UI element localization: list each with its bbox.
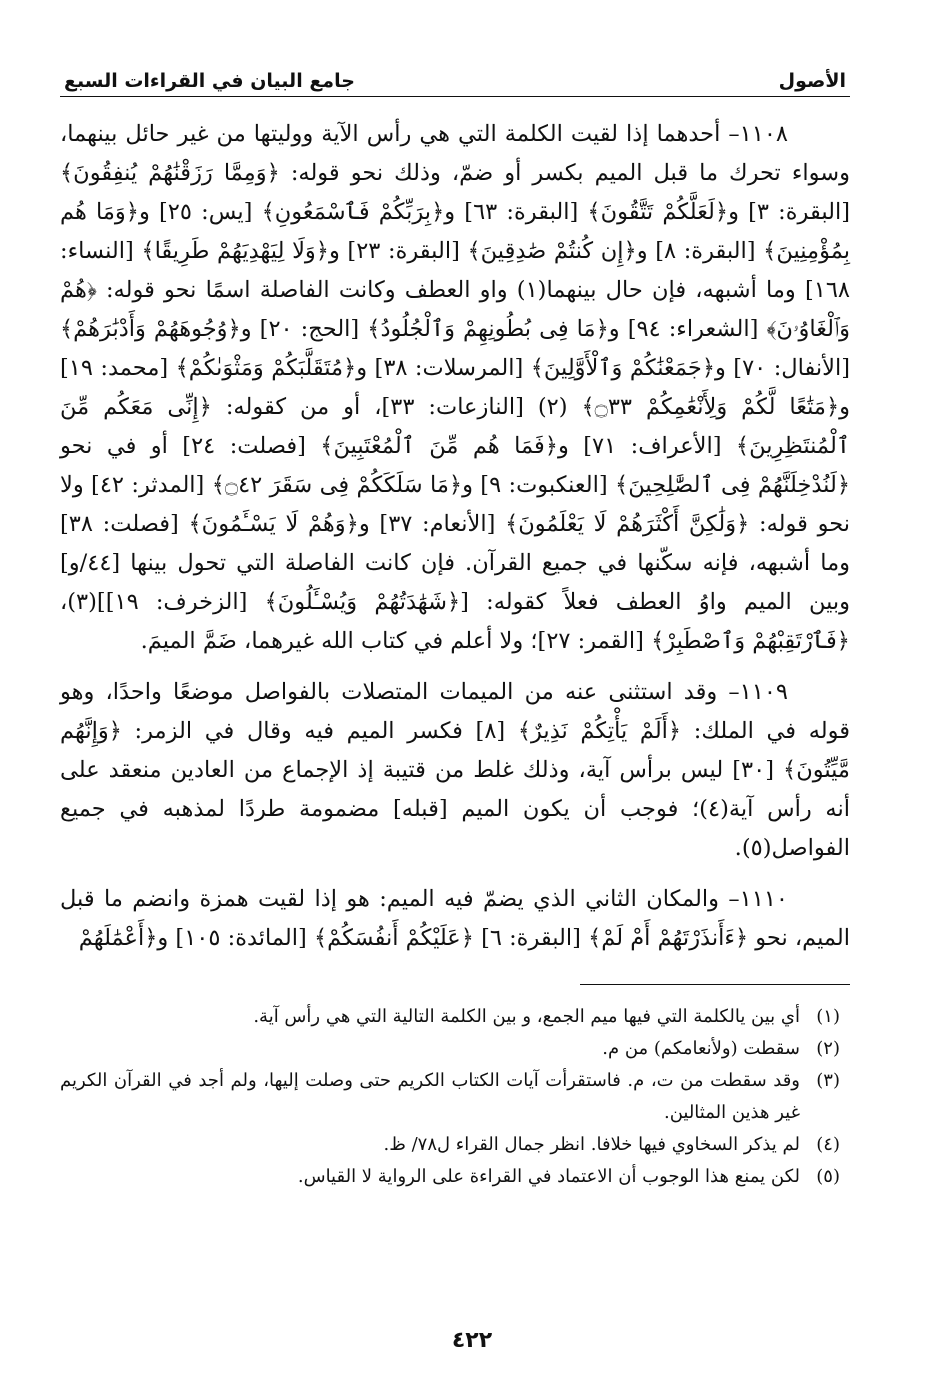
header-section-title: الأصول	[778, 70, 846, 92]
paragraph-1108	[60, 115, 850, 661]
footnote-number: (٤)	[816, 1134, 840, 1155]
paragraph-text: – أحدهما إذا لقيت الكلمة التي هي رأس الآية ووليتها من غير حائل بينهما، وسواء تحرك ما قبل الميم بكسر أو ضمّ، وذلك نحو قوله: ﴿وَمِمَّا رَزَقْنَٰهُمْ يُنفِقُونَ﴾ [البقرة: ٣] و﴿لَعَلَّكُمْ تَتَّقُونَ﴾ [البقرة: ٦٣] و﴿بِرَبِّكُمْ فَٱسْمَعُونِ﴾ [يس: ٢٥] و﴿وَمَا هُم بِمُؤْمِنِينَ﴾ [البقرة: ٨] و﴿إِن كُنتُمْ صَٰدِقِينَ﴾ [البقرة: ٢٣] و﴿وَلَا لِيَهْدِيَهُمْ طَرِيقًا﴾ [النساء: ١٦٨] وما أشبهه، فإن حال بينهما(١) واو العطف وكانت الفاصلة اسمًا نحو قوله: ﴿هُمْ وَٱلْغَاوُۥنَ﴾ [الشعراء: ٩٤] و﴿مَا فِى بُطُونِهِمْ وَٱلْجُلُودُ﴾ [الحج: ٢٠] و﴿وُجُوهَهُمْ وَأَدْبَٰرَهُمْ﴾ [الأنفال: ٧٠] و﴿جَمَعْنَٰكُمْ وَٱلْأَوَّلِينَ﴾ [المرسلات: ٣٨] و﴿مُتَقَلَّبَكُمْ وَمَثْوَىٰكُمْ﴾ [محمد: ١٩] و﴿مَتَٰعًا لَّكُمْ وَلِأَنْعَٰمِكُمْ ۝٣٣﴾ (٢) [النازعات: ٣٣]، أو من كقوله: ﴿إِنِّى مَعَكُم مِّنَ ٱلْمُنتَظِرِينَ﴾ [الأعراف: ٧١] و﴿فَمَا هُم مِّنَ ٱلْمُعْتَبِينَ﴾ [فصلت: ٢٤] أو في نحو ﴿لَنُدْخِلَنَّهُمْ فِى ٱلصَّٰلِحِينَ﴾ [العنكبوت: ٩] و﴿مَا سَلَكَكُمْ فِى سَقَرَ ۝٤٢﴾ [المدثر: ٤٢] ولا نحو قوله: ﴿وَلَٰكِنَّ أَكْثَرَهُمْ لَا يَعْلَمُونَ﴾ [الأنعام: ٣٧] و﴿وَهُمْ لَا يَسْـَٔمُونَ﴾ [فصلت: ٣٨] وما أشبهه، فإنه سكّنها في جميع القرآن. فإن كانت الفاصلة التي تحول بينها [٤٤/و] وبين الميم واوُ العطف فعلاً كقوله: [﴿شَهَٰدَتُهُمْ وَيُسْـَٔلُونَ﴾ [الزخرف: ١٩]](٣)، ﴿فَٱرْتَقِبْهُمْ وَٱصْطَبِرْ﴾ [القمر: ٢٧]؛ ولا أعلم في كتاب الله غيرهما، ضَمَّ الميمَ.	[60, 121, 851, 654]
paragraph-number: ١١٠٨	[739, 121, 788, 147]
footnote-3	[60, 1065, 850, 1129]
paragraph-1109	[60, 673, 850, 868]
footnote-text: أي بين يالكلمة التي فيها ميم الجمع، و بين الكلمة التالية التي هي رأس آية.	[253, 1006, 800, 1027]
paragraph-1110	[60, 880, 850, 958]
footnote-number: (٣)	[816, 1070, 840, 1091]
paragraph-text: – والمكان الثاني الذي يضمّ فيه الميم: هو إذا لقيت همزة وانضم ما قبل الميم، نحو ﴿ءَأَنذَرْتَهُمْ أَمْ لَمْ﴾ [البقرة: ٦] ﴿عَلَيْكُمْ أَنفُسَكُمْ﴾ [المائدة: ١٠٥] و﴿أَعْمَٰلَهُمْ	[60, 886, 850, 951]
footnotes	[60, 1001, 850, 1193]
footnote-number: (٢)	[816, 1038, 840, 1059]
footnote-divider	[580, 984, 850, 985]
running-header	[60, 58, 850, 97]
header-book-title: جامع البيان في القراءات السبع	[64, 70, 355, 92]
footnote-2	[60, 1033, 850, 1065]
footnote-text: لكن يمنع هذا الوجوب أن الاعتماد في القراءة على الرواية لا القياس.	[297, 1166, 800, 1187]
footnote-text: وقد سقطت من ت، م. فاستقرأت آيات الكتاب الكريم حتى وصلت إليها، ولم أجد في القرآن الكريم غير هذين المثالين.	[60, 1070, 800, 1123]
paragraph-number: ١١٠٩	[739, 679, 788, 705]
paragraph-text: – وقد استثنى عنه من الميمات المتصلات بالفواصل موضعًا واحدًا، وهو قوله في الملك: ﴿أَلَمْ يَأْتِكُمْ نَذِيرٌ﴾ [٨] فكسر الميم فيه وقال في الزمر: ﴿وَإِنَّهُم مَّيِّتُونَ﴾ [٣٠] ليس برأس آية، وذلك غلط من قتيبة إذ الإجماع من العادين منعقد على أنه رأس آية(٤)؛ فوجب أن يكون الميم [قبله] مضمومة طردًا لمذهبه في جميع الفواصل(٥).	[60, 679, 850, 861]
footnote-4	[60, 1129, 850, 1161]
main-text	[60, 115, 850, 958]
footnote-number: (١)	[816, 1006, 840, 1027]
footnote-number: (٥)	[816, 1166, 840, 1187]
footnote-text: لم يذكر السخاوي فيها خلافا. انظر جمال القراء ل٧٨/ ظ.	[383, 1134, 800, 1155]
page-number: ٤٢٢	[451, 1328, 493, 1353]
footnote-1	[60, 1001, 850, 1033]
footnote-text: سقطت (ولأنعامكم) من م.	[602, 1038, 800, 1059]
paragraph-number: ١١١٠	[739, 886, 788, 912]
footnote-5	[60, 1161, 850, 1193]
book-page	[60, 58, 850, 1193]
